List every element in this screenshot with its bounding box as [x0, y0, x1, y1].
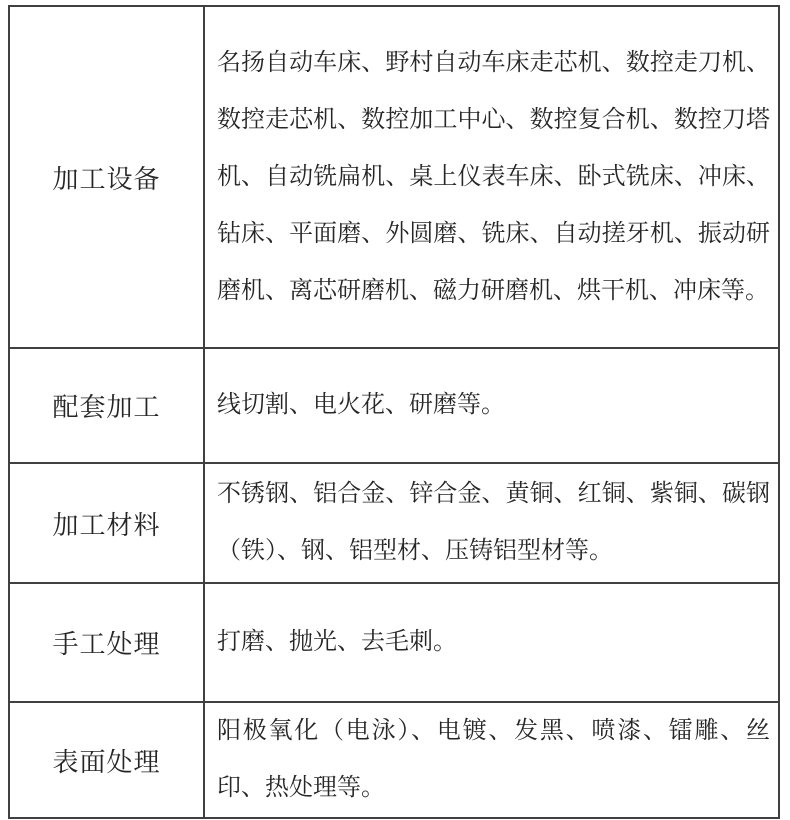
table-row-materials [9, 463, 779, 583]
row-label-manual-finishing: 手工处理 [9, 583, 204, 702]
machining-spec-table [8, 5, 780, 819]
table-row-equipment [9, 6, 779, 348]
row-content-support-processing: 线切割、电火花、研磨等。 [204, 348, 779, 463]
row-label-equipment: 加工设备 [9, 6, 204, 348]
row-label-support-processing: 配套加工 [9, 348, 204, 463]
row-content-materials: 不锈钢、铝合金、锌合金、黄铜、红铜、紫铜、碳钢（铁）、钢、铝型材、压铸铝型材等。 [204, 463, 779, 583]
row-label-surface-treatment: 表面处理 [9, 702, 204, 818]
table-row-support-processing [9, 348, 779, 463]
row-label-materials: 加工材料 [9, 463, 204, 583]
row-content-surface-treatment: 阳极氧化（电泳）、电镀、发黑、喷漆、镭雕、丝印、热处理等。 [204, 702, 779, 818]
row-content-manual-finishing: 打磨、抛光、去毛刺。 [204, 583, 779, 702]
table-row-surface-treatment [9, 702, 779, 818]
row-content-equipment: 名扬自动车床、野村自动车床走芯机、数控走刀机、数控走芯机、数控加工中心、数控复合机、数控刀塔机、自动铣扁机、桌上仪表车床、卧式铣床、冲床、钻床、平面磨、外圆磨、铣床、自动搓牙机、振动研磨机、离芯研磨机、磁力研磨机、烘干机、冲床等。 [204, 6, 779, 348]
table-row-manual-finishing [9, 583, 779, 702]
